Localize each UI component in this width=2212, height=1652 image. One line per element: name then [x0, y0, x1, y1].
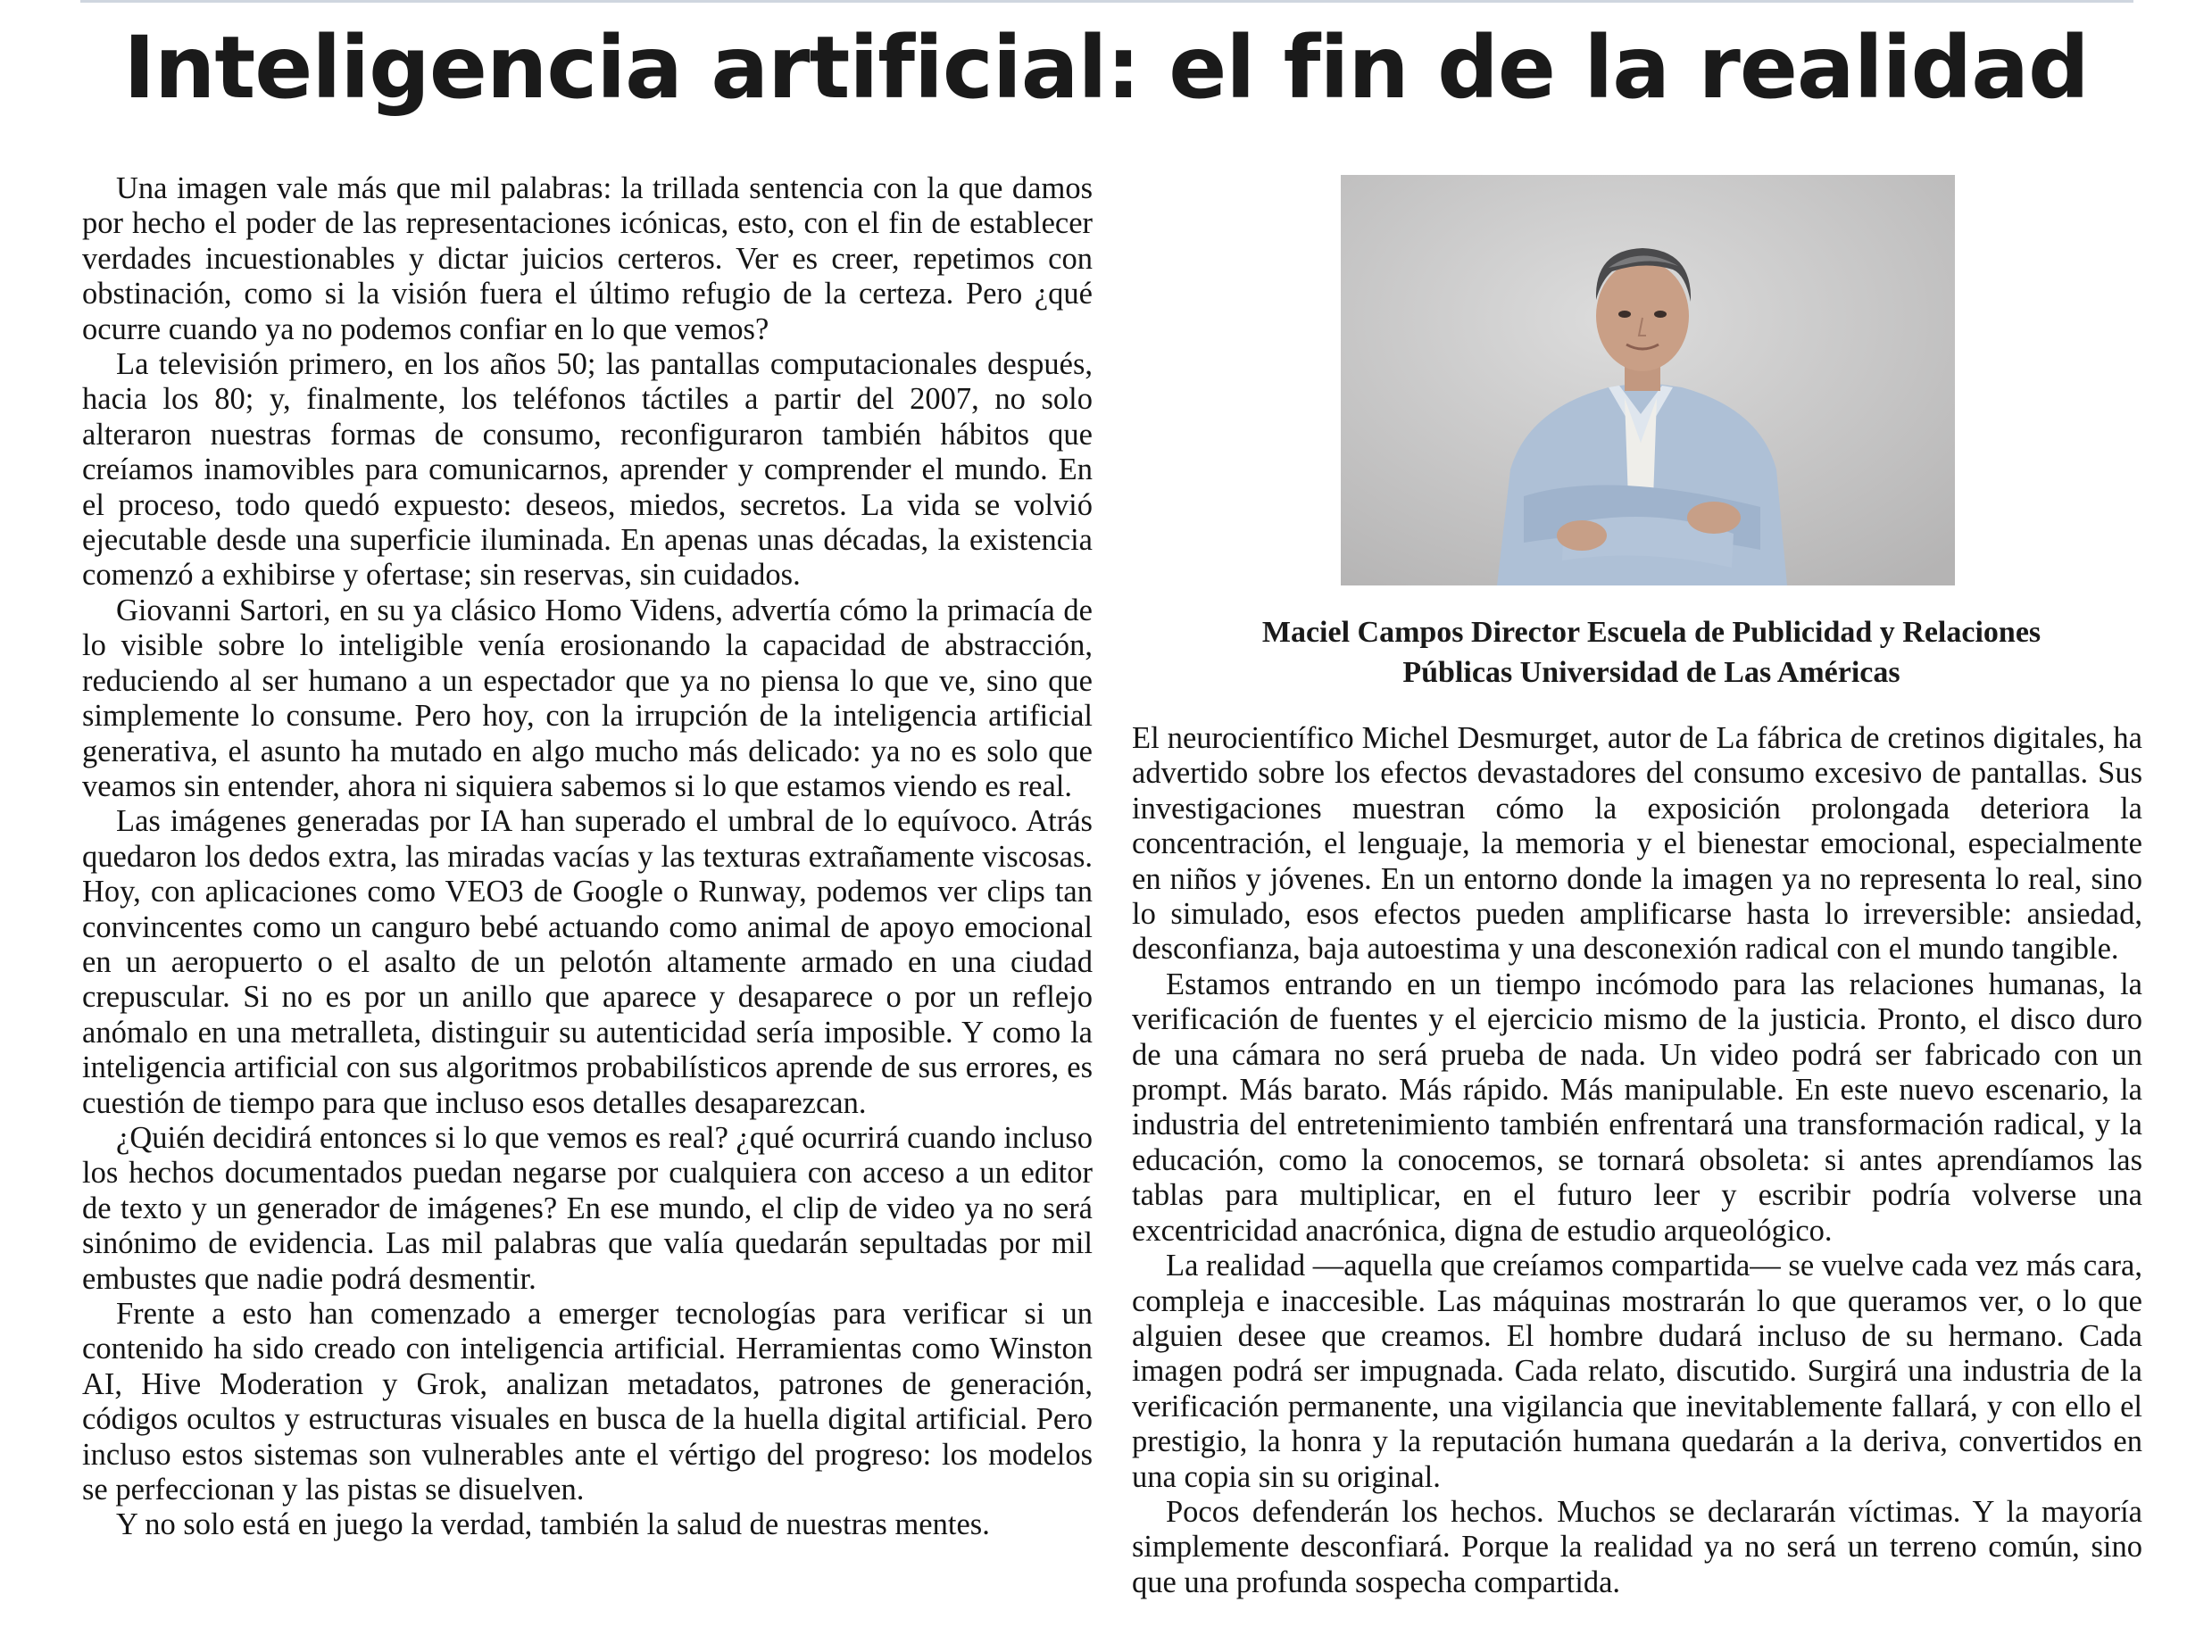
paragraph: Giovanni Sartori, en su ya clásico Homo Videns, advertía cómo la primacía de lo visible sobre lo inteligible venía erosionando la capacidad de abstracción, reduciendo al ser humano a un espectador que ya no piensa lo que ve, sino que simplemente lo consume. Pero hoy, con la irrupción de la inteligencia artificial generativa, el asunto ha mutado en algo mucho más delicado: ya no es solo que veamos sin entender, ahora ni siquiera sabemos si lo que estamos viendo es real. [82, 593, 1093, 803]
paragraph: Estamos entrando en un tiempo incómodo para las relaciones humanas, la verificación de fuentes y el ejercicio mismo de la justicia. Pronto, el disco duro de una cámara no será prueba de nada. Un video podrá ser fabricado con un prompt. Más barato. Más rápido. Más manipulable. En este nuevo escenario, la industria del entretenimiento también enfrentará una transformación radical, y la educación, como la conocemos, se tornará obsoleta: si antes aprendíamos las tablas para multiplicar, en el futuro leer y escribir podría volverse una excentricidad anacrónica, digna de estudio arqueológico. [1132, 967, 2142, 1248]
paragraph: Las imágenes generadas por IA han superado el umbral de lo equívoco. Atrás quedaron los dedos extra, las miradas vacías y las texturas extrañamente viscosas. Hoy, con aplicaciones como VEO3 de Google o Runway, podemos ver clips tan convincentes como un canguro bebé actuando como animal de apoyo emocional en un aeropuerto o el asalto de un pelotón altamente armado en una ciudad crepuscular. Si no es por un anillo que aparece y desaparece o por un reflejo anómalo en una metralleta, distinguir su autenticidad sería imposible. Y como la inteligencia artificial con sus algoritmos probabilísticos aprende de sus errores, es cuestión de tiempo para que incluso esos detalles desaparezcan. [82, 804, 1093, 1120]
article-column-right [1132, 721, 2142, 1649]
top-rule [80, 0, 2133, 3]
article-title: Inteligencia artificial: el fin de la realidad [123, 18, 2089, 118]
paragraph: ¿Quién decidirá entonces si lo que vemos es real? ¿qué ocurrirá cuando incluso los hechos documentados puedan negarse por cualquiera con acceso a un editor de texto y un generador de imágenes? En ese mundo, el clip de video ya no será sinónimo de evidencia. Las mil palabras que valía quedarán sepultadas por mil embustes que nadie podrá desmentir. [82, 1120, 1093, 1296]
paragraph: Pocos defenderán los hechos. Muchos se declararán víctimas. Y la mayoría simplemente desconfiará. Porque la realidad ya no será un terreno común, sino que una profunda sospecha compartida. [1132, 1494, 2142, 1599]
author-photo [1341, 175, 1955, 585]
paragraph: Frente a esto han comenzado a emerger tecnologías para verificar si un contenido ha sido creado con inteligencia artificial. Herramientas como Winston AI, Hive Moderation y Grok, analizan metadatos, patrones de generación, códigos ocultos y estructuras visuales en busca de la huella digital artificial. Pero incluso estos sistemas son vulnerables ante el vértigo del progreso: los modelos se perfeccionan y las pistas se disuelven. [82, 1297, 1093, 1507]
paragraph: La televisión primero, en los años 50; las pantallas computacionales después, hacia los 80; y, finalmente, los teléfonos táctiles a partir del 2007, no solo alteraron nuestras formas de consumo, reconfiguraron también hábitos que creíamos inamovibles para comunicarnos, aprender y comprender el mundo. En el proceso, todo quedó expuesto: deseos, miedos, secretos. La vida se volvió ejecutable desde una superficie iluminada. En apenas unas décadas, la existencia comenzó a exhibirse y ofertase; sin reservas, sin cuidados. [82, 347, 1093, 593]
article-column-left [82, 171, 1093, 1644]
paragraph: El neurocientífico Michel Desmurget, autor de La fábrica de cretinos digitales, ha advertido sobre los efectos devastadores del consumo excesivo de pantallas. Sus investigaciones muestran cómo la exposición prolongada deteriora la concentración, el lenguaje, la memoria y el bienestar emocional, especialmente en niños y jóvenes. En un entorno donde la imagen ya no representa lo real, sino lo simulado, esos efectos pueden amplificarse hasta lo irreversible: ansiedad, desconfianza, baja autoestima y una desconexión radical con el mundo tangible. [1132, 721, 2142, 967]
paragraph: Y no solo está en juego la verdad, también la salud de nuestras mentes. [116, 1507, 990, 1542]
paragraph: La realidad —aquella que creíamos compartida— se vuelve cada vez más cara, compleja e inaccesible. Las máquinas mostrarán lo que queramos ver, o lo que alguien desee que creamos. El hombre dudará incluso de su hermano. Cada imagen podrá ser impugnada. Cada relato, discutido. Surgirá una industria de la verificación permanente, una vigilancia que inevitablemente fallará, y con ello el prestigio, la honra y la reputación humana quedarán a la deriva, convertidos en una copia sin su original. [1132, 1249, 2142, 1494]
portrait-illustration [1341, 175, 1955, 585]
paragraph: Una imagen vale más que mil palabras: la trillada sentencia con la que damos por hecho el poder de las representaciones icónicas, esto, con el fin de establecer verdades incuestionables y dictar juicios certeros. Ver es creer, repetimos con obstinación, como si la visión fuera el último refugio de la certeza. Pero ¿qué ocurre cuando ya no podemos confiar en lo que vemos? [82, 171, 1093, 346]
photo-caption: Maciel Campos Director Escuela de Publicidad y Relaciones Públicas Universidad de Las Américas [1261, 616, 2042, 689]
